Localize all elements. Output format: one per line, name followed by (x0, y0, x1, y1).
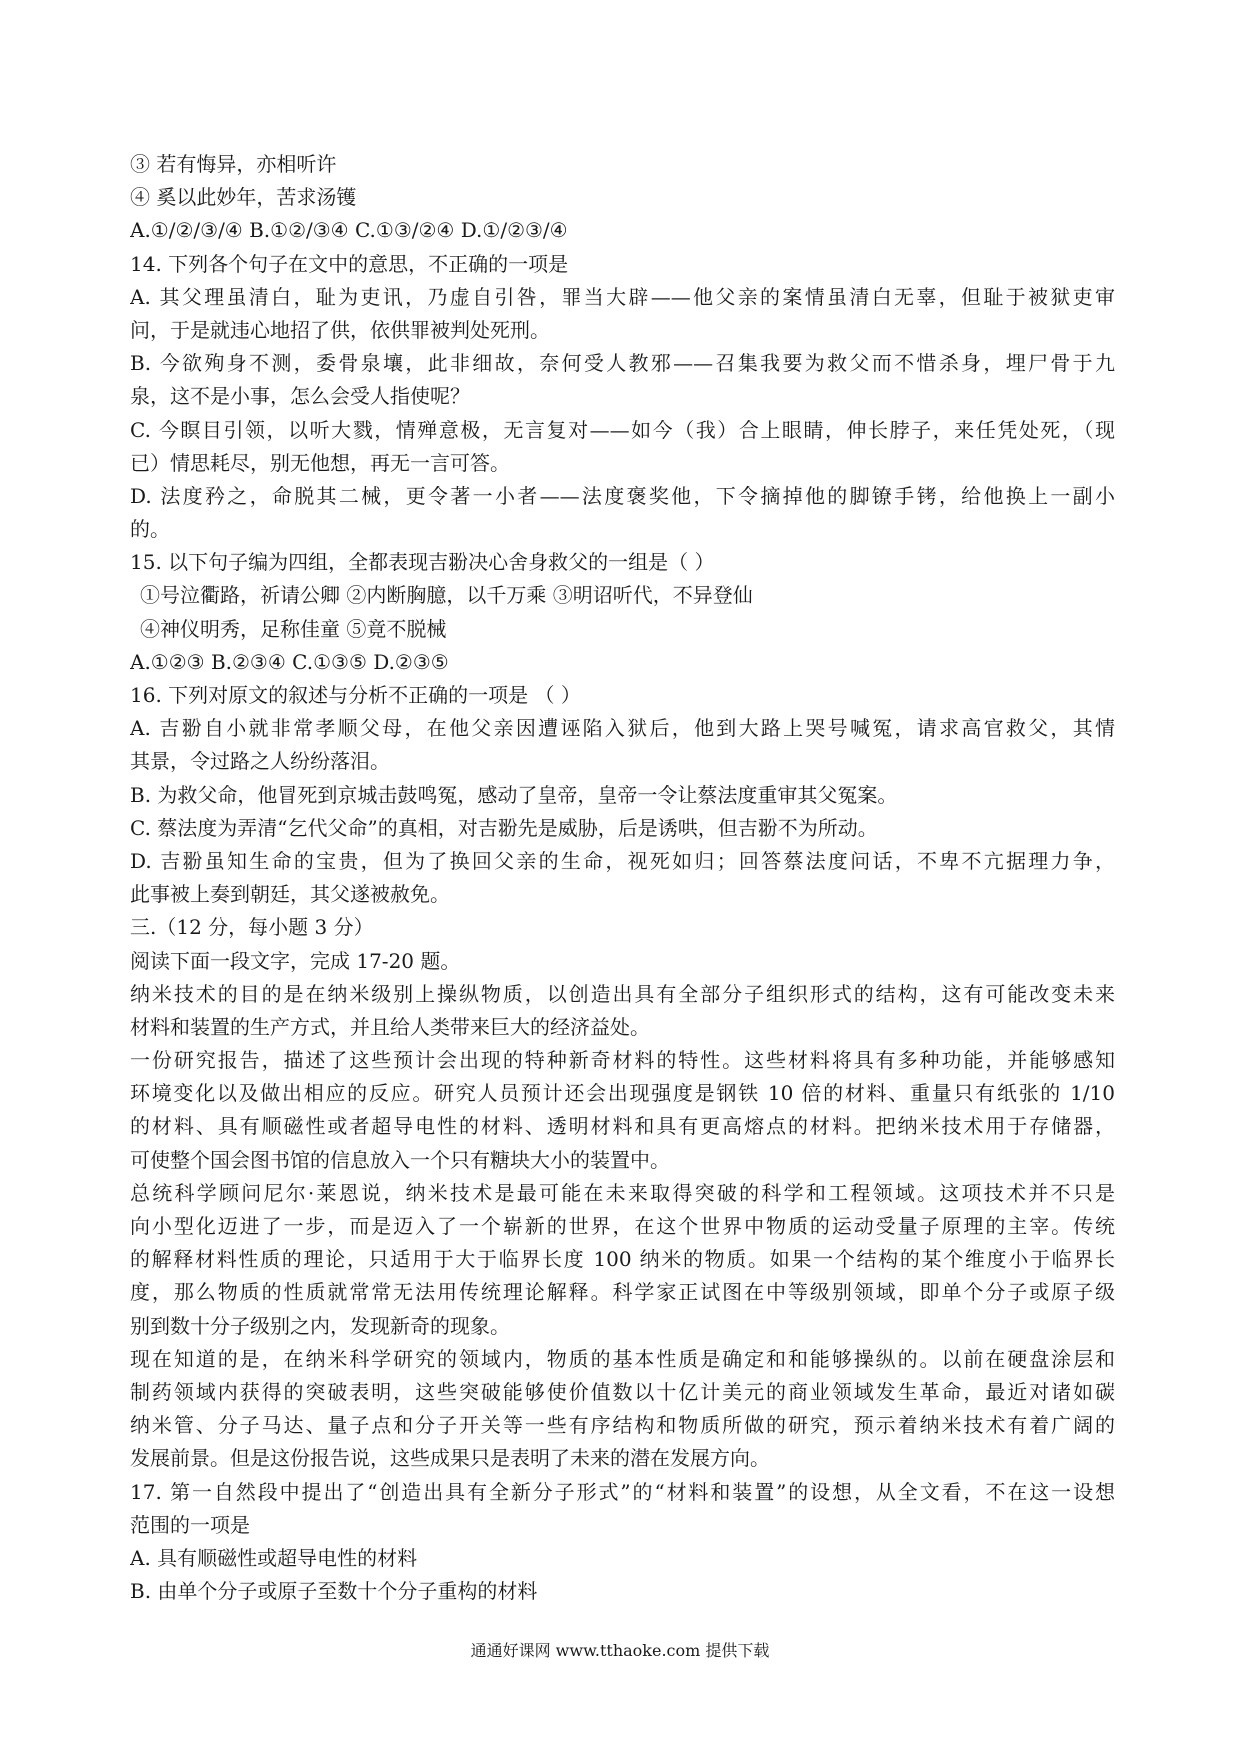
text-line: 范围的一项是 (130, 1512, 250, 1537)
passage-line: 纳米技术的目的是在纳米级别上操纵物质，以创造出具有全部分子组织形式的结构，这有可能改变未来 (130, 981, 1115, 1006)
passage-line: 的解释材料性质的理论，只适用于大于临界长度 100 纳米的物质。如果一个结构的某个维度小于临界长 (130, 1247, 1115, 1272)
option-line: A. 具有顺磁性或超导电性的材料 (130, 1545, 418, 1570)
question-14-stem: 14. 下列各个句子在文中的意思，不正确的一项是 (130, 251, 569, 276)
text-line: 其景，令过路之人纷纷落泪。 (130, 749, 390, 774)
text-line: ③ 若有悔异，亦相听许 (130, 152, 337, 176)
passage-line: 一份研究报告，描述了这些预计会出现的特种新奇材料的特性。这些材料将具有多种功能，并能够感知 (130, 1048, 1115, 1073)
passage-line: 环境变化以及做出相应的反应。研究人员预计还会出现强度是钢铁 10 倍的材料、重量只有纸张的 1/10 (130, 1081, 1115, 1106)
answer-options-line: A.①/②/③/④ B.①②/③④ C.①③/②④ D.①/②③/④ (130, 218, 568, 243)
passage-line: 现在知道的是，在纳米科学研究的领域内，物质的基本性质是确定和和能够操纵的。以前在硬盘涂层和 (130, 1346, 1115, 1371)
option-group-line: ①号泣衢路，祈请公卿 ②内断胸臆，以千万乘 ③明诏听代，不异登仙 (140, 583, 753, 608)
text-line: C. 蔡法度为弄清“乞代父命”的真相，对吉翂先是威胁，后是诱哄，但吉翂不为所动。 (130, 815, 878, 840)
page-footer: 通通好课网 www.tthaoke.com 提供下载 (470, 1641, 770, 1660)
passage-line: 材料和装置的生产方式，并且给人类带来巨大的经济益处。 (130, 1014, 650, 1039)
option-group-line: ④神仪明秀，足称佳童 ⑤竟不脱械 (140, 616, 447, 641)
question-15-stem: 15. 以下句子编为四组，全都表现吉翂决心舍身救父的一组是（ ） (130, 550, 715, 575)
text-line: B. 为救父命，他冒死到京城击鼓鸣冤，感动了皇帝，皇帝一令让蔡法度重审其父冤案。 (130, 782, 898, 807)
text-line: ④ 奚以此妙年，苦求汤镬 (130, 185, 357, 210)
text-line: 的。 (130, 517, 170, 542)
passage-line: 发展前景。但是这份报告说，这些成果只是表明了未来的潜在发展方向。 (130, 1446, 770, 1471)
passage-line: 的材料、具有顺磁性或者超导电性的材料、透明材料和具有更高熔点的材料。把纳米技术用于存储器， (130, 1114, 1115, 1139)
question-16-stem: 16. 下列对原文的叙述与分析不正确的一项是 （ ） (130, 683, 581, 707)
text-line: A. 吉翂自小就非常孝顺父母，在他父亲因遭诬陷入狱后，他到大路上哭号喊冤，请求高官救父，其情 (130, 716, 1115, 741)
passage-line: 总统科学顾问尼尔·莱恩说，纳米技术是最可能在未来取得突破的科学和工程领域。这项技术并不只是 (130, 1180, 1115, 1205)
text-line: C. 今瞑目引领，以听大戮，情殚意极，无言复对——如今（我）合上眼睛，伸长脖子，来任凭处死，（现 (130, 417, 1115, 442)
text-line: A. 其父理虽清白，耻为吏讯，乃虚自引咎，罪当大辟——他父亲的案情虽清白无辜，但耻于被狱吏审 (130, 284, 1115, 309)
passage-line: 纳米管、分子马达、量子点和分子开关等一些有序结构和物质所做的研究，预示着纳米技术有着广阔的 (130, 1413, 1115, 1438)
instruction-line: 阅读下面一段文字，完成 17-20 题。 (130, 948, 461, 973)
passage-line: 制药领域内获得的突破表明，这些突破能够使价值数以十亿计美元的商业领域发生革命，最近对诸如碳 (130, 1379, 1115, 1404)
text-line: B. 今欲殉身不测，委骨泉壤，此非细故，奈何受人教邪——召集我要为救父而不惜杀身，埋尸骨于九 (130, 351, 1115, 376)
text-line: 问，于是就违心地招了供，依供罪被判处死刑。 (130, 317, 550, 342)
passage-line: 可使整个国会图书馆的信息放入一个只有糖块大小的装置中。 (130, 1147, 670, 1172)
text-line: 泉，这不是小事，怎么会受人指使呢？ (130, 384, 470, 409)
text-line: 已）情思耗尽，别无他想，再无一言可答。 (130, 450, 510, 475)
text-line: D. 吉翂虽知生命的宝贵，但为了换回父亲的生命，视死如归；回答蔡法度问话，不卑不亢据理力争， (130, 848, 1115, 873)
passage-line: 向小型化迈进了一步，而是迈入了一个崭新的世界，在这个世界中物质的运动受量子原理的主宰。传统 (130, 1214, 1115, 1238)
option-line: B. 由单个分子或原子至数十个分子重构的材料 (130, 1579, 538, 1604)
passage-line: 度，那么物质的性质就常常无法用传统理论解释。科学家正试图在中等级别领域，即单个分子或原子级 (130, 1280, 1115, 1305)
section-heading: 三.（12 分，每小题 3 分） (130, 915, 374, 940)
exam-page-body (130, 148, 1115, 1608)
question-17-stem: 17. 第一自然段中提出了“创造出具有全新分子形式”的“材料和装置”的设想，从全文看，不在这一设想 (130, 1479, 1115, 1504)
text-line: 此事被上奏到朝廷，其父遂被赦免。 (130, 882, 450, 907)
text-line: D. 法度矜之，命脱其二械，更令著一小者——法度褒奖他，下令摘掉他的脚镣手铐，给他换上一副小 (130, 483, 1115, 508)
passage-line: 别到数十分子级别之内，发现新奇的现象。 (130, 1313, 510, 1338)
answer-options-line: A.①②③ B.②③④ C.①③⑤ D.②③⑤ (130, 649, 449, 674)
